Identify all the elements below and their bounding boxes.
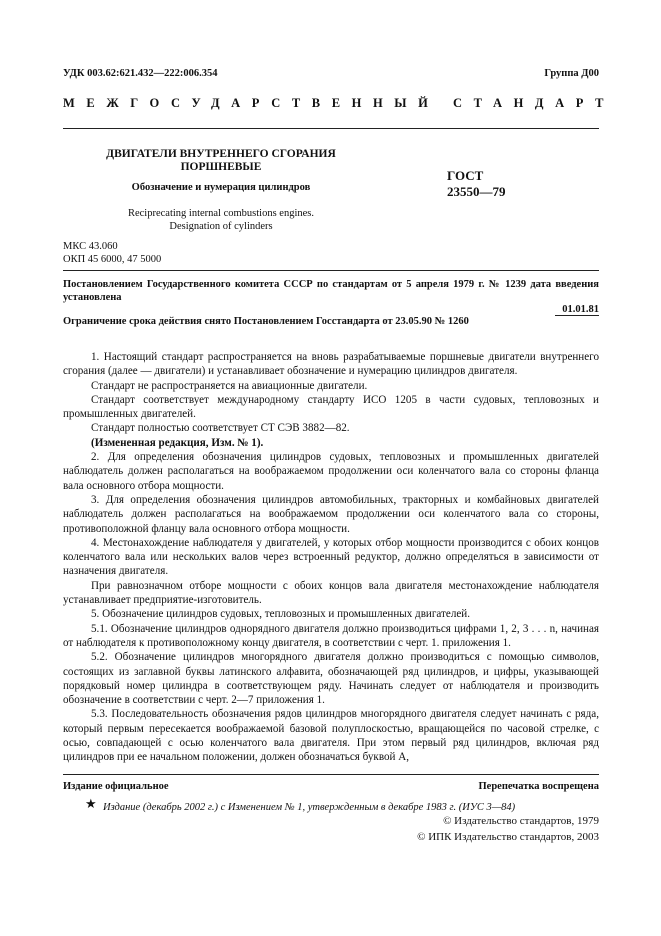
gost-number: 23550—79: [447, 184, 506, 199]
document-title: [92, 148, 350, 174]
reprint-prohibited-label: Перепечатка воспрещена: [478, 781, 599, 792]
introduction-date: 01.01.81: [562, 304, 599, 315]
paragraph: 3. Для определения обозначения цилиндров автомобильных, тракторных и комбайновых двигателей наблюдатель должен располагаться на воображаемом продолжении оси коленчатого вала со стороны, противоположной фланцу вала основного отбора мощности.: [63, 493, 599, 535]
date-underline: [555, 315, 599, 316]
edition-note: Издание (декабрь 2002 г.) с Изменением № 1, утвержденным в декабре 1983 г. (ИУС 3—84): [103, 802, 516, 813]
limit-text: Ограничение срока действия снято Постановлением Госстандарта от 23.05.90 № 1260: [63, 316, 469, 327]
group-code: Группа Д00: [544, 68, 599, 79]
decree-text: Постановлением Государственного комитета СССР по стандартам от 5 апреля 1979 г. № 1239 дата введения установлена: [63, 279, 599, 303]
star-icon: ★: [85, 796, 97, 811]
document-subtitle: Обозначение и нумерация цилиндров: [131, 182, 311, 193]
paragraph: 5.2. Обозначение цилиндров многорядного двигателя должно производиться с помощью символов, состоящих из заглавной буквы латинского алфавита, обозначающей ряд цилиндров, и цифры, указывающей порядковый номер цилиндра в соответствующем ряду. Начинать следует от наблюдателя и производить обозначение в соответствии с черт. 2—7 приложения 1.: [63, 651, 599, 707]
title-line-1: ДВИГАТЕЛИ ВНУТРЕННЕГО СГОРАНИЯ: [106, 148, 336, 160]
body-text: [63, 350, 599, 765]
gost-label: ГОСТ: [447, 168, 484, 183]
paragraph: Стандарт полностью соответствует СТ СЭВ 3882—82.: [91, 422, 350, 435]
mks-code: МКС 43.060: [63, 241, 118, 252]
copyright-1979: © Издательство стандартов, 1979: [443, 815, 599, 827]
copyright-2003: © ИПК Издательство стандартов, 2003: [417, 831, 599, 843]
english-title-line-1: Reciprecating internal combustions engines.: [127, 208, 315, 219]
paragraph: 1. Настоящий стандарт распространяется на вновь разрабатываемые поршневые двигатели внутреннего сгорания (далее — двигатели) и устанавливает обозначение и нумерацию цилиндров двигателя.: [63, 351, 599, 378]
amendment-note: (Измененная редакция, Изм. № 1).: [91, 436, 264, 449]
paragraph: Стандарт соответствует международному стандарту ИСО 1205 в части судовых, тепловозных и промышленных двигателей.: [63, 393, 599, 421]
english-title-line-2: Designation of cylinders: [169, 221, 273, 232]
english-title: [92, 207, 350, 233]
gost-block: [447, 168, 506, 200]
bottom-divider: [63, 774, 599, 775]
okp-code: ОКП 45 6000, 47 5000: [63, 253, 162, 265]
top-divider: [63, 128, 599, 129]
classifiers: [63, 241, 161, 266]
title-line-2: ПОРШНЕВЫЕ: [180, 161, 262, 173]
official-edition-label: Издание официальное: [63, 781, 169, 792]
standard-type-right: СТАНДАРТ: [453, 96, 616, 110]
paragraph: 5.3. Последовательность обозначения рядов цилиндров многорядного двигателя следует начинать с ряда, который первым пересекается воображаемой базовой полуплоскостью, вращающейся по часовой стрелке, с осью, совпадающей с осью коленчатого вала двигателя. При этом первый ряд цилиндров, включая ряд цилиндров при ее начальном положении, должен обозначаться буквой А,: [63, 708, 599, 764]
paragraph: 5.1. Обозначение цилиндров однорядного двигателя должно производиться цифрами 1, 2, 3 . . . n, начиная от наблюдателя к противоположному концу двигателя, в соответствии с черт. 1. приложения 1.: [63, 622, 599, 649]
paragraph: Стандарт не распространяется на авиационные двигатели.: [91, 379, 368, 392]
paragraph: 2. Для определения обозначения цилиндров судовых, тепловозных и промышленных двигателей наблюдатель должен располагаться на воображаемом продолжении оси коленчатого вала со стороны фланца вала основного отбора мощности.: [63, 451, 599, 492]
udk-code: УДК 003.62:621.432—222:006.354: [63, 68, 218, 79]
paragraph: 5. Обозначение цилиндров судовых, тепловозных и промышленных двигателей.: [91, 608, 471, 621]
standard-type-left: МЕЖГОСУДАРСТВЕННЫЙ: [63, 96, 440, 110]
paragraph: При равнозначном отборе мощности с обоих концов вала двигателя местонахождение наблюдателя устанавливает предприятие-изготовитель.: [63, 579, 599, 607]
paragraph: 4. Местонахождение наблюдателя у двигателей, у которых отбор мощности производится с обоих концов коленчатого вала или нескольких валов через встроенный редуктор, должно определяться в зависимости от назначения двигателя.: [63, 536, 599, 578]
middle-divider: [63, 270, 599, 271]
